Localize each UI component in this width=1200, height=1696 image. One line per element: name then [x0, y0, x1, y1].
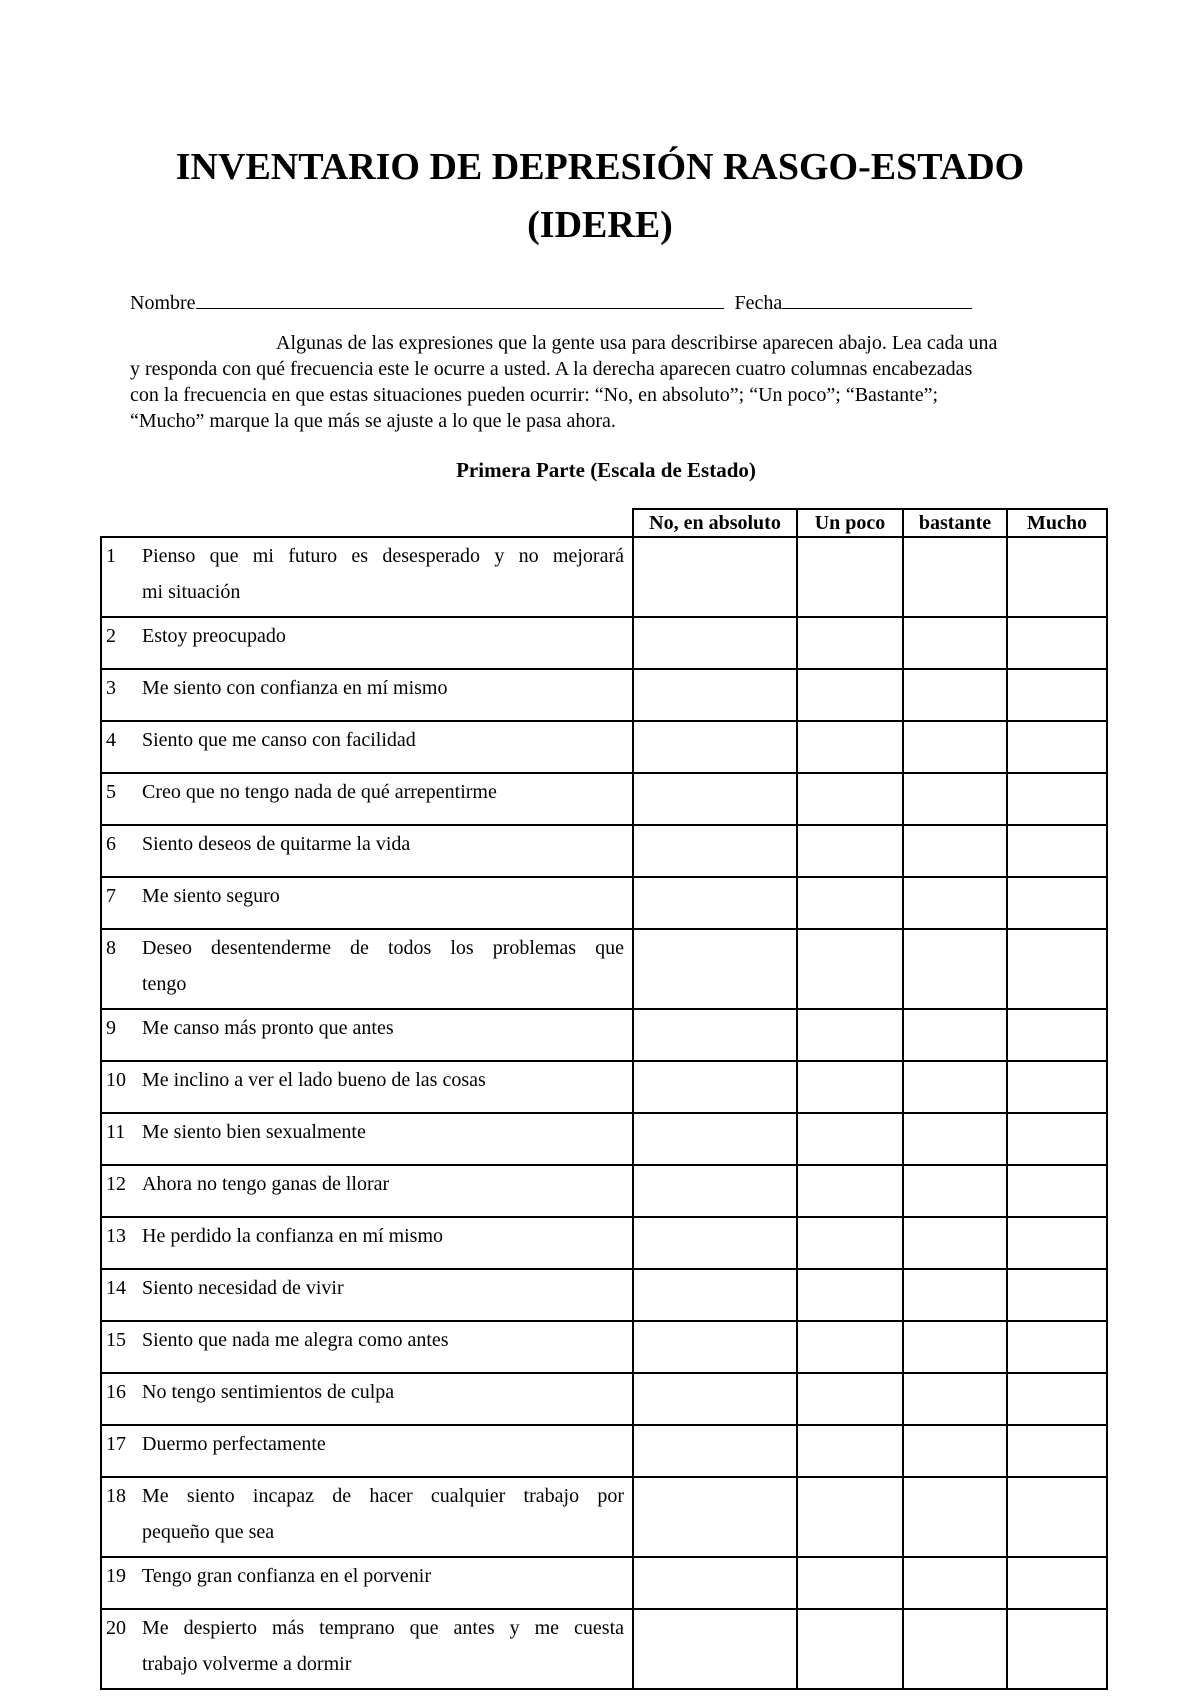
answer-cell[interactable] [903, 1373, 1007, 1425]
nombre-label: Nombre [130, 292, 196, 314]
answer-cell[interactable] [903, 877, 1007, 929]
answer-cell[interactable] [903, 1061, 1007, 1113]
section-title: Primera Parte (Escala de Estado) [456, 458, 756, 482]
table-row [101, 1425, 1107, 1477]
answer-cell[interactable] [1007, 1009, 1107, 1061]
table-row [101, 825, 1107, 877]
item-text-cell [101, 773, 633, 825]
answer-cell[interactable] [1007, 1557, 1107, 1609]
item-text-cell [101, 1009, 633, 1061]
item-text-cell [101, 1557, 633, 1609]
item-number: 5 [106, 781, 116, 803]
answer-cell[interactable] [633, 773, 797, 825]
answer-cell[interactable] [1007, 1425, 1107, 1477]
title-line-1: INVENTARIO DE DEPRESIÓN RASGO-ESTADO [175, 146, 1025, 188]
instructions-paragraph [130, 330, 1000, 434]
answer-cell[interactable] [633, 1269, 797, 1321]
answer-cell[interactable] [903, 1321, 1007, 1373]
answer-cell[interactable] [797, 1009, 903, 1061]
item-text-continuation: trabajo volverme a dormir [142, 1653, 352, 1675]
answer-cell[interactable] [797, 1321, 903, 1373]
item-number: 20 [106, 1617, 126, 1639]
answer-cell[interactable] [1007, 929, 1107, 1009]
answer-cell[interactable] [1007, 1321, 1107, 1373]
table-row [101, 1009, 1107, 1061]
answer-cell[interactable] [1007, 1477, 1107, 1557]
answer-cell[interactable] [903, 617, 1007, 669]
item-number: 18 [106, 1485, 126, 1507]
item-number: 1 [106, 545, 116, 567]
answer-cell[interactable] [903, 1557, 1007, 1609]
column-header: Mucho [1007, 509, 1107, 537]
answer-cell[interactable] [797, 721, 903, 773]
answer-cell[interactable] [797, 1217, 903, 1269]
answer-cell[interactable] [903, 1477, 1007, 1557]
title-line-2: (IDERE) [527, 204, 673, 246]
item-text: Creo que no tengo nada de qué arrepentirme [142, 781, 497, 803]
answer-cell[interactable] [797, 1165, 903, 1217]
item-text-cell [101, 617, 633, 669]
item-text: Me inclino a ver el lado bueno de las cosas [142, 1069, 486, 1091]
item-text: Siento que me canso con facilidad [142, 729, 416, 751]
answer-cell[interactable] [797, 877, 903, 929]
item-text-cell [101, 537, 633, 617]
table-row [101, 1321, 1107, 1373]
document-title [0, 138, 1200, 254]
answer-cell[interactable] [1007, 669, 1107, 721]
item-text-continuation: mi situación [142, 581, 241, 603]
item-number: 12 [106, 1173, 126, 1195]
answer-cell[interactable] [633, 877, 797, 929]
answer-cell[interactable] [633, 1477, 797, 1557]
answer-cell[interactable] [797, 1557, 903, 1609]
item-number: 8 [106, 937, 116, 959]
item-text-cell [101, 825, 633, 877]
item-number: 10 [106, 1069, 126, 1091]
item-text-cell [101, 1609, 633, 1689]
answer-cell[interactable] [1007, 1165, 1107, 1217]
item-text-cell [101, 1425, 633, 1477]
item-text-cell [101, 721, 633, 773]
item-number: 9 [106, 1017, 116, 1039]
answer-cell[interactable] [903, 773, 1007, 825]
answer-cell[interactable] [633, 1217, 797, 1269]
item-text: No tengo sentimientos de culpa [142, 1381, 395, 1403]
answer-cell[interactable] [903, 1113, 1007, 1165]
answer-cell[interactable] [1007, 1217, 1107, 1269]
table-row [101, 1609, 1107, 1689]
item-number: 15 [106, 1329, 126, 1351]
table-row [101, 1113, 1107, 1165]
item-text-cell [101, 1165, 633, 1217]
item-text-continuation: tengo [142, 973, 187, 995]
table-row [101, 877, 1107, 929]
answer-cell[interactable] [797, 1425, 903, 1477]
item-text-cell [101, 1113, 633, 1165]
item-text: He perdido la confianza en mí mismo [142, 1225, 444, 1247]
answer-cell[interactable] [1007, 877, 1107, 929]
nombre-field[interactable] [196, 290, 724, 309]
answer-cell[interactable] [633, 929, 797, 1009]
column-header: bastante [903, 509, 1007, 537]
answer-cell[interactable] [797, 929, 903, 1009]
item-text: Me siento incapaz de hacer cualquier trabajo por [142, 1485, 624, 1507]
answer-cell[interactable] [633, 1609, 797, 1689]
answer-cell[interactable] [1007, 825, 1107, 877]
answer-cell[interactable] [903, 1609, 1007, 1689]
answer-cell[interactable] [797, 1061, 903, 1113]
item-text-continuation: pequeño que sea [142, 1521, 275, 1543]
table-row [101, 1477, 1107, 1557]
answer-cell[interactable] [797, 617, 903, 669]
item-text: Me despierto más temprano que antes y me cuesta [142, 1617, 624, 1639]
item-text: Me canso más pronto que antes [142, 1017, 394, 1039]
answer-cell[interactable] [633, 1373, 797, 1425]
fecha-label: Fecha [734, 292, 783, 314]
answer-cell[interactable] [797, 1477, 903, 1557]
answer-cell[interactable] [633, 537, 797, 617]
table-row [101, 1373, 1107, 1425]
item-text: Tengo gran confianza en el porvenir [142, 1565, 432, 1587]
answer-cell[interactable] [797, 1113, 903, 1165]
item-text: Siento necesidad de vivir [142, 1277, 344, 1299]
answer-cell[interactable] [903, 1217, 1007, 1269]
table-row [101, 617, 1107, 669]
table-row [101, 1061, 1107, 1113]
answer-cell[interactable] [633, 1425, 797, 1477]
answer-cell[interactable] [903, 1009, 1007, 1061]
item-text-cell [101, 1321, 633, 1373]
item-text-cell [101, 1217, 633, 1269]
item-text: Estoy preocupado [142, 625, 286, 647]
table-header-row [101, 509, 1107, 537]
answer-cell[interactable] [1007, 1609, 1107, 1689]
table-row [101, 721, 1107, 773]
table-row [101, 929, 1107, 1009]
answer-cell[interactable] [903, 1425, 1007, 1477]
answer-cell[interactable] [633, 669, 797, 721]
answer-cell[interactable] [633, 617, 797, 669]
answer-cell[interactable] [1007, 617, 1107, 669]
item-number: 6 [106, 833, 116, 855]
column-header: Un poco [797, 509, 903, 537]
item-text-cell [101, 1061, 633, 1113]
table-row [101, 669, 1107, 721]
item-number: 16 [106, 1381, 126, 1403]
item-text: Me siento seguro [142, 885, 280, 907]
item-text-cell [101, 877, 633, 929]
answer-cell[interactable] [797, 1373, 903, 1425]
answer-cell[interactable] [633, 1009, 797, 1061]
answer-cell[interactable] [1007, 1373, 1107, 1425]
answer-cell[interactable] [797, 1609, 903, 1689]
item-text-cell [101, 1477, 633, 1557]
item-text-cell [101, 929, 633, 1009]
answer-cell[interactable] [1007, 537, 1107, 617]
item-number: 13 [106, 1225, 126, 1247]
table-row [101, 1217, 1107, 1269]
item-text: Siento deseos de quitarme la vida [142, 833, 411, 855]
item-number: 3 [106, 677, 116, 699]
answer-cell[interactable] [903, 825, 1007, 877]
item-text: Ahora no tengo ganas de llorar [142, 1173, 390, 1195]
item-text: Me siento bien sexualmente [142, 1121, 366, 1143]
answer-cell[interactable] [633, 1113, 797, 1165]
answer-cell[interactable] [633, 825, 797, 877]
table-row [101, 1557, 1107, 1609]
answer-cell[interactable] [633, 721, 797, 773]
answer-cell[interactable] [633, 1061, 797, 1113]
answer-cell[interactable] [797, 537, 903, 617]
answer-cell[interactable] [797, 1269, 903, 1321]
instructions-text: Algunas de las expresiones que la gente usa para describirse aparecen abajo. Lea cada una y responda con qué frecuencia este le ocurre a usted. A la derecha aparecen cuatro columnas encabezadas con la frecuencia en que estas situaciones pueden ocurrir: “No, en absoluto”; “Un poco”; “Bastante”; “Mucho” marque la que más se ajuste a lo que le pasa ahora. [130, 332, 998, 432]
fecha-field[interactable] [782, 290, 972, 309]
answer-cell[interactable] [797, 669, 903, 721]
item-text: Me siento con confianza en mí mismo [142, 677, 448, 699]
item-text-cell [101, 1269, 633, 1321]
answer-cell[interactable] [797, 773, 903, 825]
table-row [101, 1165, 1107, 1217]
column-header: No, en absoluto [633, 509, 797, 537]
form-fields [130, 290, 1000, 315]
item-number: 11 [106, 1121, 126, 1143]
item-text: Pienso que mi futuro es desesperado y no mejorará [142, 545, 624, 567]
answer-cell[interactable] [797, 825, 903, 877]
questionnaire-table [100, 508, 1108, 1690]
item-number: 14 [106, 1277, 126, 1299]
table-row [101, 773, 1107, 825]
answer-cell[interactable] [903, 929, 1007, 1009]
item-text-cell [101, 669, 633, 721]
answer-cell[interactable] [903, 1269, 1007, 1321]
item-number: 2 [106, 625, 116, 647]
answer-cell[interactable] [1007, 1269, 1107, 1321]
item-text: Siento que nada me alegra como antes [142, 1329, 449, 1351]
answer-cell[interactable] [1007, 1113, 1107, 1165]
item-number: 4 [106, 729, 116, 751]
header-blank-cell [101, 509, 633, 537]
table-row [101, 537, 1107, 617]
item-text: Deseo desentenderme de todos los problemas que [142, 937, 624, 959]
answer-cell[interactable] [1007, 1061, 1107, 1113]
item-text: Duermo perfectamente [142, 1433, 326, 1455]
answer-cell[interactable] [1007, 773, 1107, 825]
answer-cell[interactable] [633, 1321, 797, 1373]
answer-cell[interactable] [903, 721, 1007, 773]
item-text-cell [101, 1373, 633, 1425]
answer-cell[interactable] [1007, 721, 1107, 773]
item-number: 17 [106, 1433, 126, 1455]
answer-cell[interactable] [903, 669, 1007, 721]
answer-cell[interactable] [633, 1165, 797, 1217]
answer-cell[interactable] [633, 1557, 797, 1609]
answer-cell[interactable] [903, 537, 1007, 617]
item-number: 7 [106, 885, 116, 907]
table-row [101, 1269, 1107, 1321]
item-number: 19 [106, 1565, 126, 1587]
answer-cell[interactable] [903, 1165, 1007, 1217]
